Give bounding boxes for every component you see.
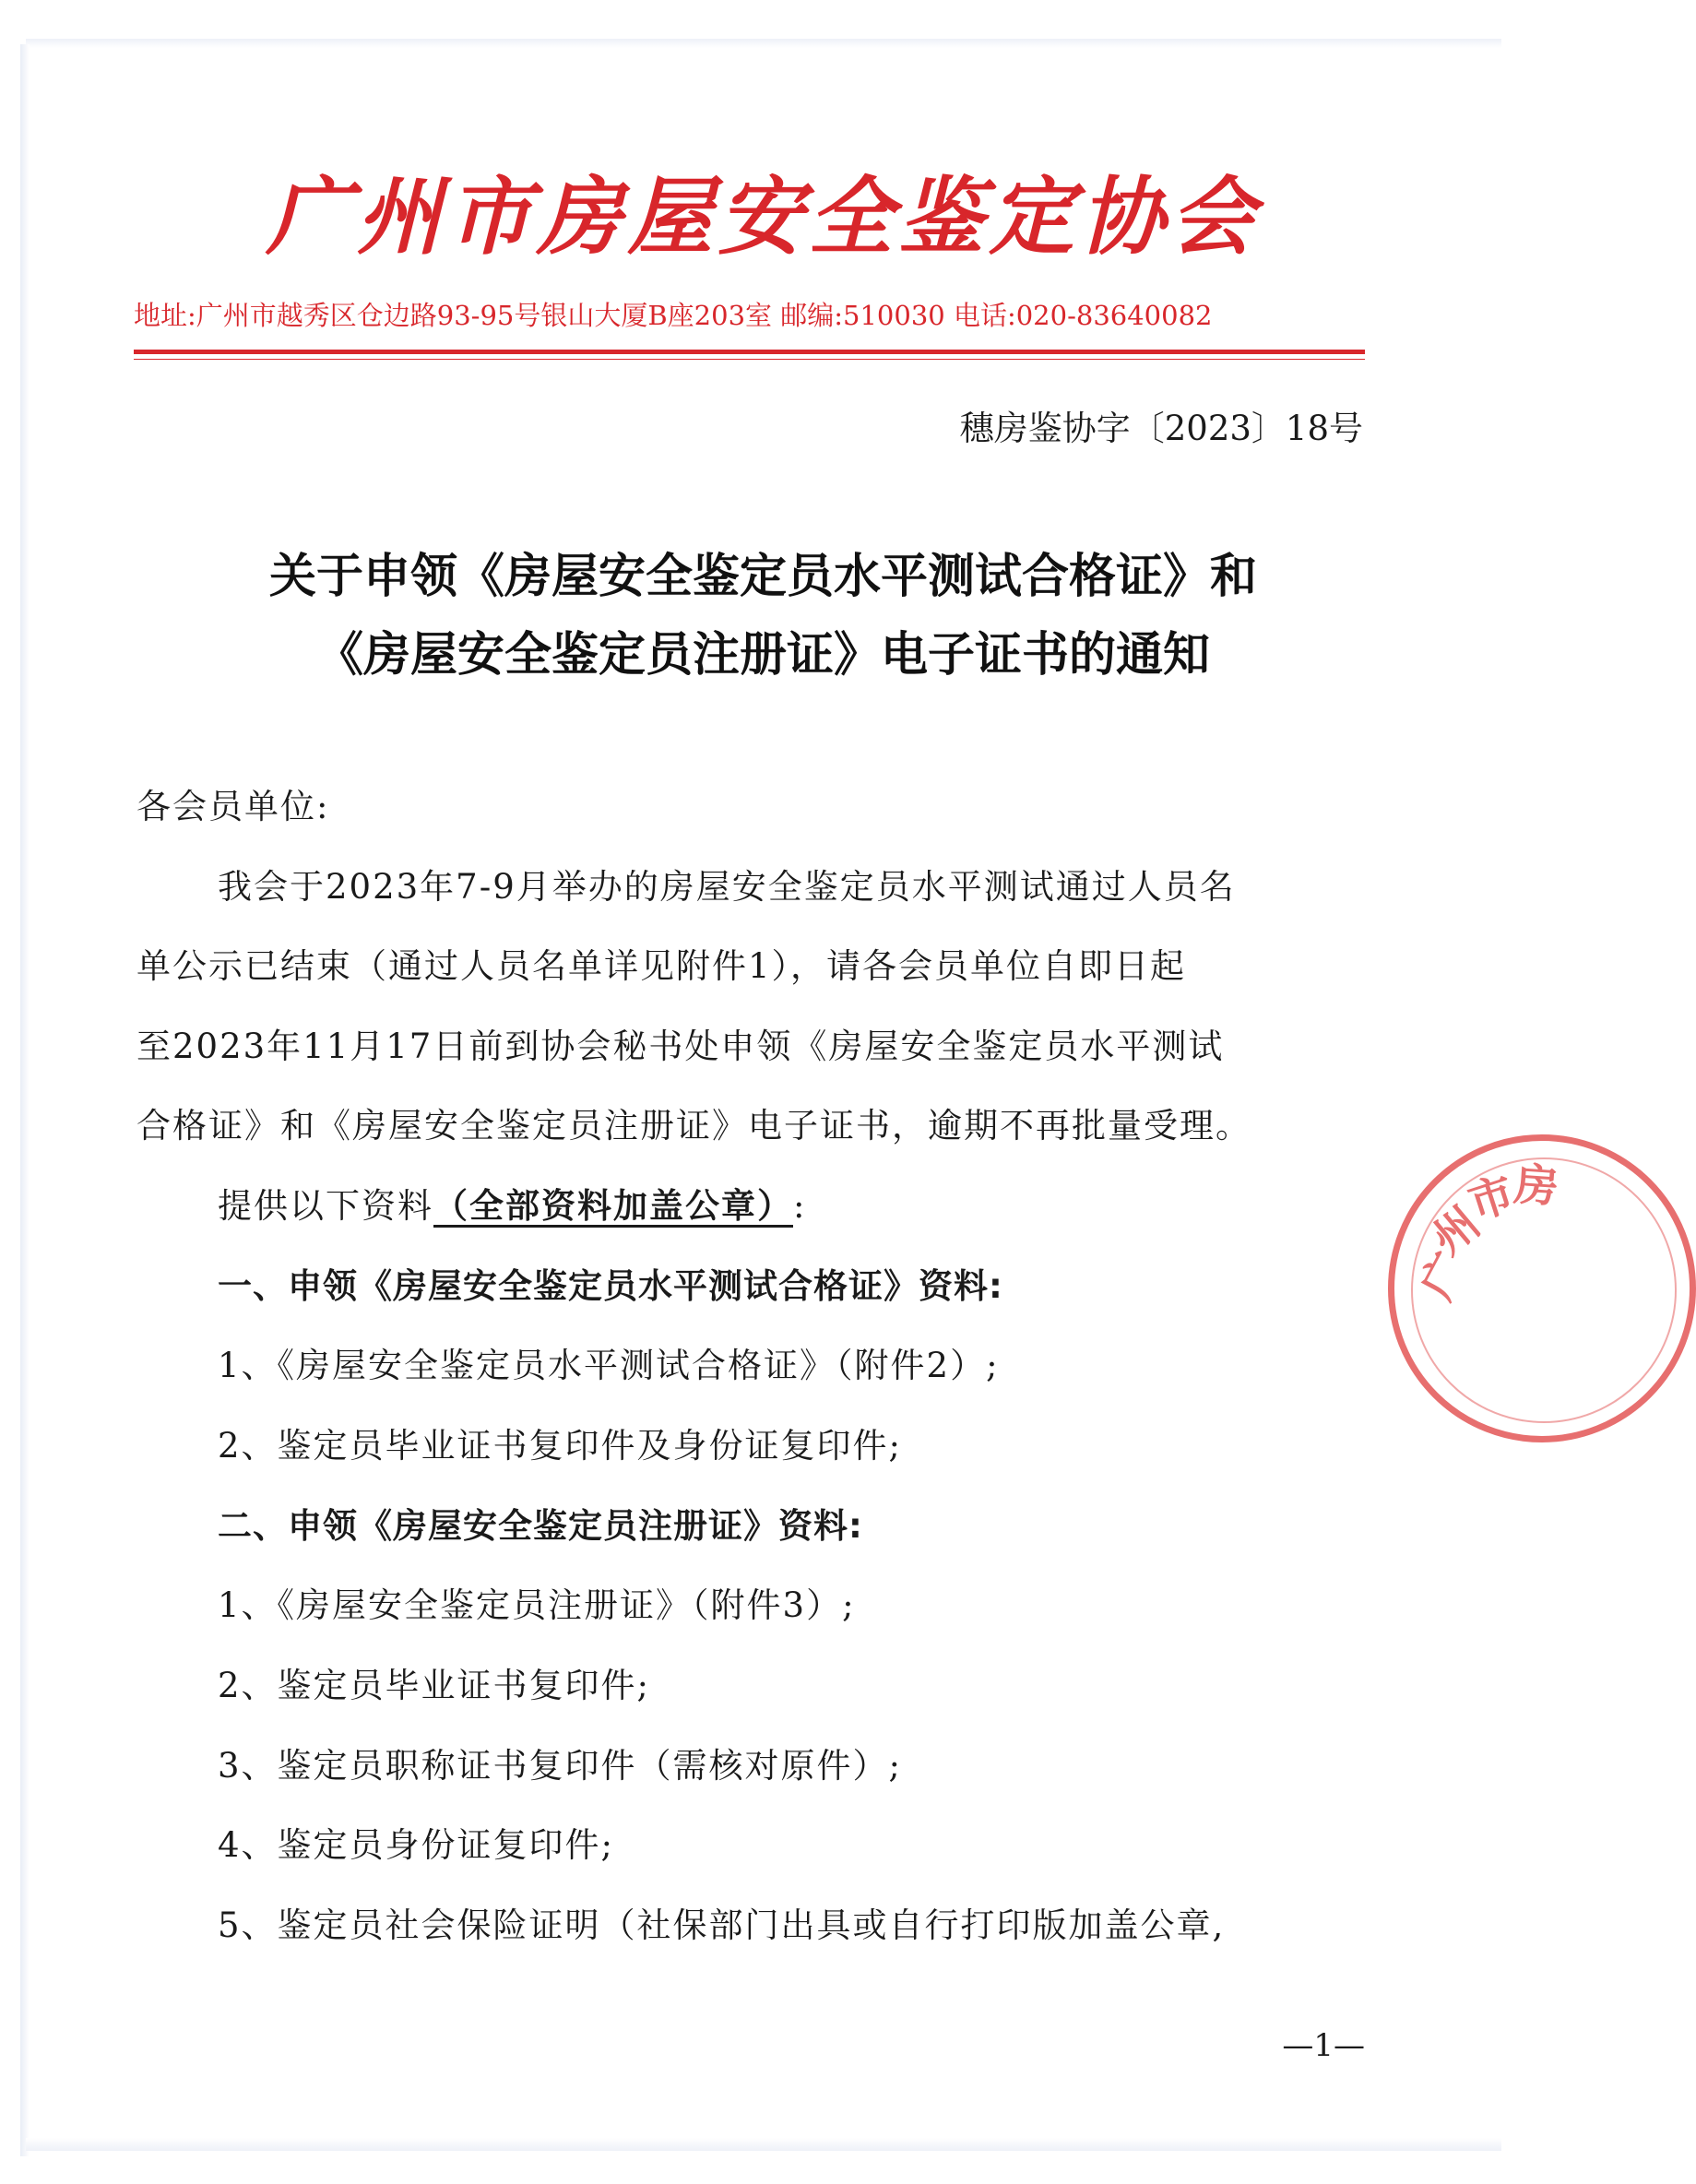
notice-title-line-2: 《房屋安全鉴定员注册证》电子证书的通知	[315, 628, 1210, 682]
section-2-item: 4、鉴定员身份证复印件;	[218, 1825, 615, 1865]
page-number: —1—	[1282, 2027, 1365, 2064]
scan-edge-left	[20, 44, 30, 2156]
document-number: 穗房鉴协字〔2023〕18号	[959, 409, 1363, 448]
paragraph-1-line-4: 合格证》和《房屋安全鉴定员注册证》电子证书，逾期不再批量受理。	[136, 1106, 1251, 1145]
provide-emphasis: （全部资料加盖公章）	[433, 1186, 793, 1226]
seal-glyph: 房	[1512, 1158, 1560, 1214]
letterhead-rule-thin	[134, 359, 1365, 360]
scan-edge-bottom	[26, 2138, 1501, 2151]
seal-glyph: 市	[1462, 1167, 1521, 1230]
section-2-item: 2、鉴定员毕业证书复印件;	[218, 1666, 651, 1705]
official-seal-stamp	[1388, 1134, 1696, 1442]
seal-glyph: 广	[1410, 1244, 1477, 1308]
provide-prefix: 提供以下资料	[218, 1186, 433, 1226]
section-2-heading: 二、申领《房屋安全鉴定员注册证》资料:	[218, 1506, 863, 1546]
seal-glyph: 州	[1422, 1197, 1490, 1265]
section-1-heading: 一、申领《房屋安全鉴定员水平测试合格证》资料:	[218, 1266, 1003, 1306]
section-1-item: 2、鉴定员毕业证书复印件及身份证复印件;	[218, 1426, 903, 1466]
section-2-item: 3、鉴定员职称证书复印件（需核对原件）;	[218, 1746, 903, 1786]
notice-title-line-1: 关于申领《房屋安全鉴定员水平测试合格证》和	[268, 550, 1257, 604]
paragraph-1-line-2: 单公示已结束（通过人员名单详见附件1），请各会员单位自即日起	[136, 946, 1187, 986]
section-2-item: 1、《房屋安全鉴定员注册证》（附件3）;	[218, 1585, 856, 1625]
scan-edge-top	[26, 39, 1501, 48]
provide-suffix: :	[793, 1186, 807, 1226]
paragraph-1-line-1: 我会于2023年7-9月举办的房屋安全鉴定员水平测试通过人员名	[218, 867, 1236, 907]
letterhead-rule-thick	[134, 350, 1365, 354]
section-1-item: 1、《房屋安全鉴定员水平测试合格证》（附件2）;	[218, 1346, 1000, 1385]
section-2-item: 5、鉴定员社会保险证明（社保部门出具或自行打印版加盖公章,	[218, 1905, 1226, 1945]
provide-materials-line	[218, 1183, 1453, 1229]
letterhead-org-name: 广州市房屋安全鉴定协会	[266, 167, 1261, 267]
paragraph-1-line-3: 至2023年11月17日前到协会秘书处申领《房屋安全鉴定员水平测试	[136, 1027, 1225, 1066]
letterhead-address: 地址:广州市越秀区仓边路93-95号银山大厦B座203室 邮编:510030 电话:020-83640082	[134, 300, 1213, 331]
salutation: 各会员单位:	[136, 787, 330, 826]
